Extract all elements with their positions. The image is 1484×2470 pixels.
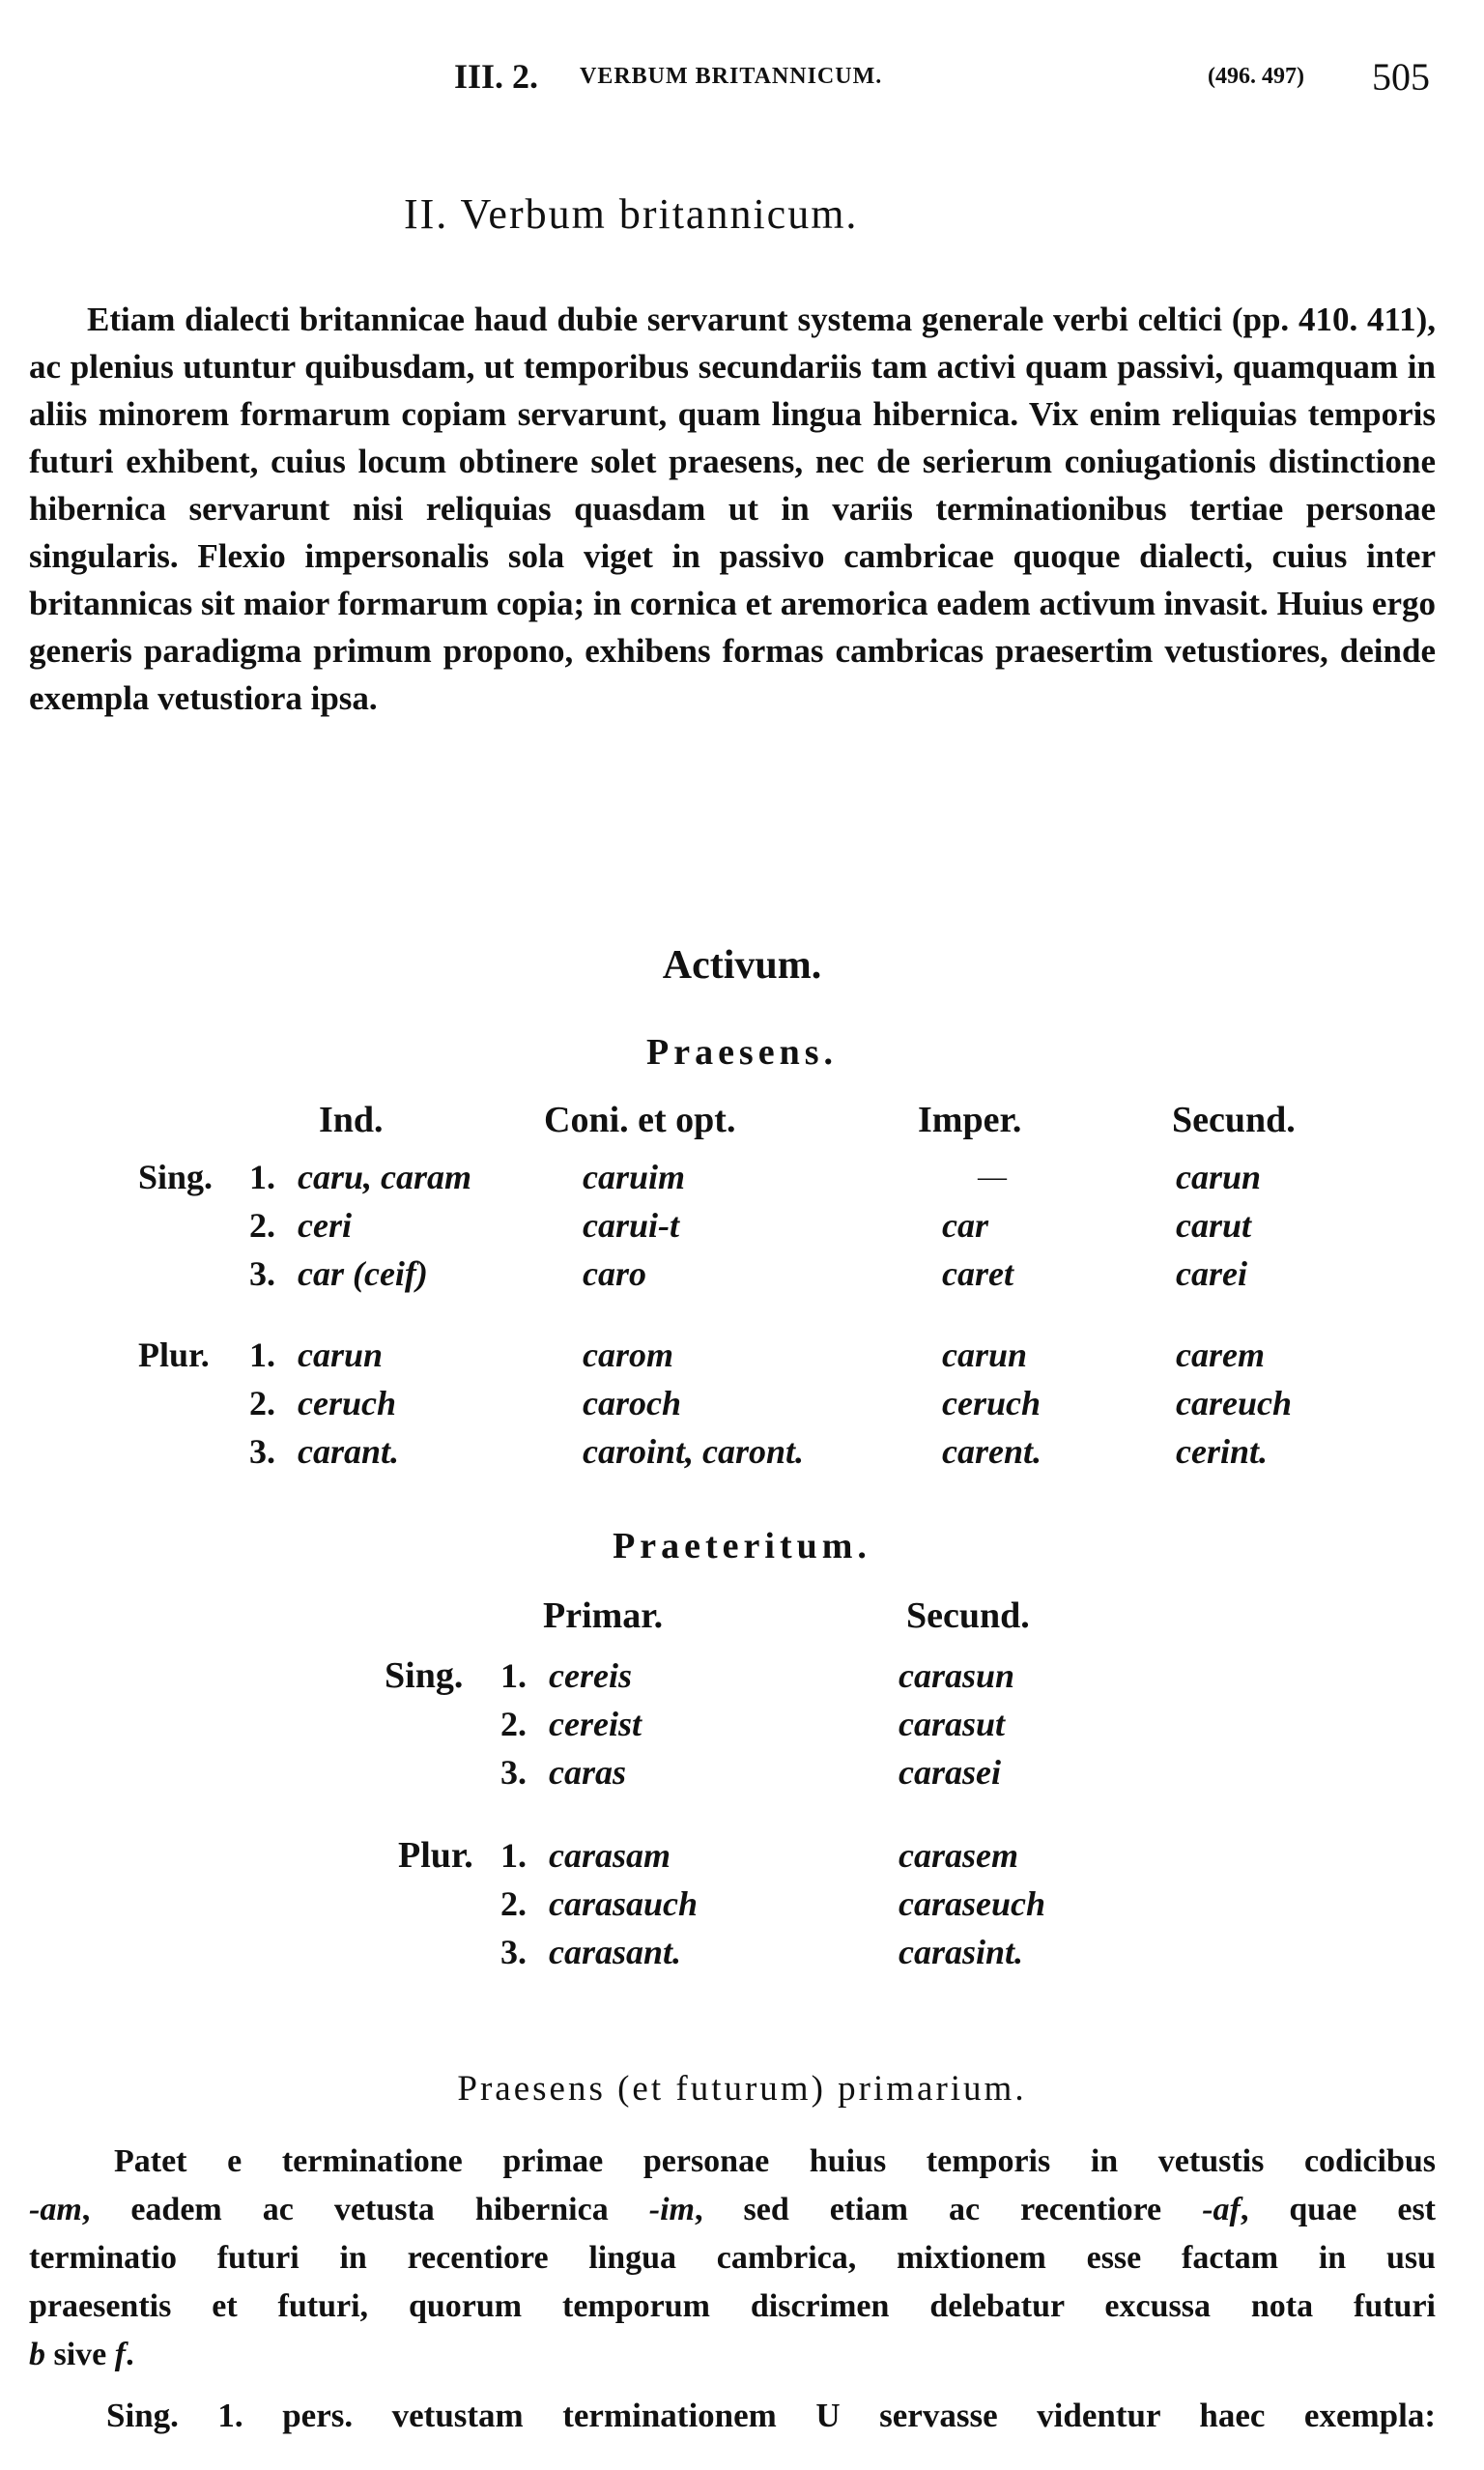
praeteritum-col-secund: Secund.: [906, 1595, 1030, 1636]
praesens-sing-1-imper: —: [978, 1161, 1007, 1192]
praesens-col-imper: Imper.: [918, 1100, 1022, 1140]
praesens-sing-2-imper: car: [942, 1206, 988, 1245]
praesens-sing-2-ind: ceri: [298, 1206, 352, 1245]
praesens-sing-3-secund: carei: [1176, 1254, 1247, 1293]
praeteritum-sing-2-secund: carasut: [899, 1705, 1006, 1743]
praesens-sing-2-secund: carut: [1176, 1206, 1252, 1245]
paragraph-2-line-2-d: , sed etiam ac recentiore: [694, 2192, 1203, 2227]
term-im: -im: [648, 2192, 695, 2227]
praesens-sing-2-num: 2.: [249, 1206, 275, 1245]
praesens-plur-3-coni: caroint, caront.: [583, 1432, 805, 1471]
praesens-sing-3-num: 3.: [249, 1254, 275, 1293]
praesens-plur-2-secund: careuch: [1176, 1384, 1292, 1422]
praeteritum-sing-3-primar: caras: [549, 1753, 626, 1792]
praesens-plur-2-ind: ceruch: [298, 1384, 396, 1422]
term-af: -af: [1202, 2192, 1241, 2227]
section2-heading: Praesens (et futurum) primarium.: [457, 2069, 1027, 2109]
praeteritum-sing-3-secund: carasei: [899, 1753, 1001, 1792]
intro-paragraph: [29, 296, 1436, 722]
praeteritum-sing-1-primar: cereis: [549, 1656, 632, 1695]
running-head-section: III. 2.: [454, 57, 539, 96]
paragraph-2-line-4-text: praesentis et futuri, quorum temporum discrimen delebatur excussa nota futuri: [29, 2288, 1436, 2324]
praeteritum-plur-2-secund: caraseuch: [899, 1884, 1045, 1923]
praeteritum-col-primar: Primar.: [543, 1595, 664, 1636]
praeteritum-plur-3-num: 3.: [500, 1933, 527, 1971]
praeteritum-plur-1-num: 1.: [500, 1836, 527, 1875]
praesens-heading: Praesens.: [645, 1032, 839, 1073]
praesens-col-coni: Coni. et opt.: [544, 1100, 736, 1140]
praesens-plur-label: Plur.: [138, 1336, 210, 1374]
praeteritum-plur-2-primar: carasauch: [549, 1884, 699, 1923]
praesens-plur-3-ind: carant.: [298, 1432, 400, 1471]
praeteritum-plur-1-primar: carasam: [549, 1836, 671, 1875]
activum-heading: Activum.: [662, 943, 822, 988]
paragraph-2: [29, 2138, 1436, 2379]
praesens-sing-3-imper: caret: [942, 1254, 1013, 1293]
praesens-sing-1-ind: caru, caram: [298, 1158, 471, 1196]
praeteritum-sing-2-primar: cereist: [549, 1705, 642, 1743]
praesens-sing-1-num: 1.: [249, 1158, 275, 1196]
running-head-title: VERBUM BRITANNICUM.: [580, 64, 883, 89]
praesens-plur-2-num: 2.: [249, 1384, 275, 1422]
praesens-sing-2-coni: carui-t: [583, 1206, 680, 1245]
praeteritum-plur-2-num: 2.: [500, 1884, 527, 1923]
praesens-sing-1-secund: carun: [1176, 1158, 1262, 1196]
paragraph-2-line-4: [29, 2283, 1436, 2331]
chapter-title: II. Verbum britannicum.: [404, 190, 859, 238]
praesens-plur-1-coni: carom: [583, 1336, 673, 1374]
praesens-col-ind: Ind.: [319, 1100, 384, 1140]
praeteritum-sing-1-secund: carasun: [899, 1656, 1015, 1695]
paragraph-2-line-5-b: sive: [45, 2337, 115, 2372]
praeteritum-sing-3-num: 3.: [500, 1753, 527, 1792]
praesens-plur-3-num: 3.: [249, 1432, 275, 1471]
praesens-plur-1-num: 1.: [249, 1336, 275, 1374]
paragraph-2-line-2-b: , eadem ac vetusta hibernica: [81, 2192, 649, 2227]
paragraph-2-line-1: [29, 2138, 1436, 2186]
page-number: 505: [1372, 55, 1430, 99]
intro-paragraph-text: Etiam dialecti britannicae haud dubie servarunt systema generale verbi celtici (pp. 410. 411), ac plenius utuntur quibusdam, ut temporibus secundariis tam activi quam passivi, quamquam in aliis minorem formarum copiam servarunt, quam lingua hibernica. Vix enim reliquias temporis futuri exhibent, cuius locum obtinere solet praesens, nec de serierum coniugationis distinctione hibernica servarunt nisi reliquias quasdam ut in variis terminationibus tertiae personae singularis. Flexio impersonalis sola viget in passivo cambricae quoque dialecti, cuius inter britannicas sit maior formarum copia; in cornica et aremorica eadem activum invasit. Huius ergo generis paradigma primum propono, exhibens formas cambricas praesertim vetustiores, deinde exempla vetustiora ipsa.: [29, 301, 1436, 717]
praesens-sing-1-coni: caruim: [583, 1158, 686, 1196]
praeteritum-plur-3-secund: carasint.: [899, 1933, 1024, 1971]
praesens-col-secund: Secund.: [1172, 1100, 1296, 1140]
praesens-sing-3-coni: caro: [583, 1254, 646, 1293]
letter-b: b: [29, 2337, 45, 2372]
praesens-plur-1-secund: carem: [1176, 1336, 1265, 1374]
paragraph-2-line-5-d: .: [126, 2337, 134, 2372]
praeteritum-heading: Praeteritum.: [613, 1526, 871, 1566]
letter-f: f: [114, 2337, 127, 2372]
paragraph-2-line-5: [29, 2331, 1436, 2379]
running-head-refs: (496. 497): [1208, 64, 1304, 89]
praeteritum-sing-2-num: 2.: [500, 1705, 527, 1743]
paragraph-2-line-2: [29, 2186, 1436, 2234]
paragraph-2-line-2-f: , quae est: [1240, 2192, 1436, 2227]
paragraph-2-line-3-text: terminatio futuri in recentiore lingua cambrica, mixtionem esse factam in usu: [29, 2240, 1436, 2276]
praesens-sing-label: Sing.: [138, 1158, 214, 1196]
praeteritum-plur-label: Plur.: [398, 1835, 473, 1876]
praesens-plur-3-imper: carent.: [942, 1432, 1042, 1471]
praesens-sing-3-ind: car (ceif): [298, 1254, 428, 1293]
term-am: -am: [29, 2192, 82, 2227]
paragraph-2-line-3: [29, 2234, 1436, 2283]
praeteritum-sing-1-num: 1.: [500, 1656, 527, 1695]
praesens-plur-2-coni: caroch: [583, 1384, 681, 1422]
praeteritum-plur-3-primar: carasant.: [549, 1933, 682, 1971]
praeteritum-plur-1-secund: carasem: [899, 1836, 1018, 1875]
praesens-plur-1-imper: carun: [942, 1336, 1028, 1374]
praesens-plur-2-imper: ceruch: [942, 1384, 1041, 1422]
last-line: Sing. 1. pers. vetustam terminationem U servasse videntur haec exempla:: [106, 2397, 1436, 2434]
praeteritum-sing-label: Sing.: [385, 1655, 464, 1696]
praesens-plur-1-ind: carun: [298, 1336, 384, 1374]
paragraph-2-line-1-text: Patet e terminatione primae personae huius temporis in vetustis codicibus: [114, 2143, 1436, 2179]
praesens-plur-3-secund: cerint.: [1176, 1432, 1268, 1471]
